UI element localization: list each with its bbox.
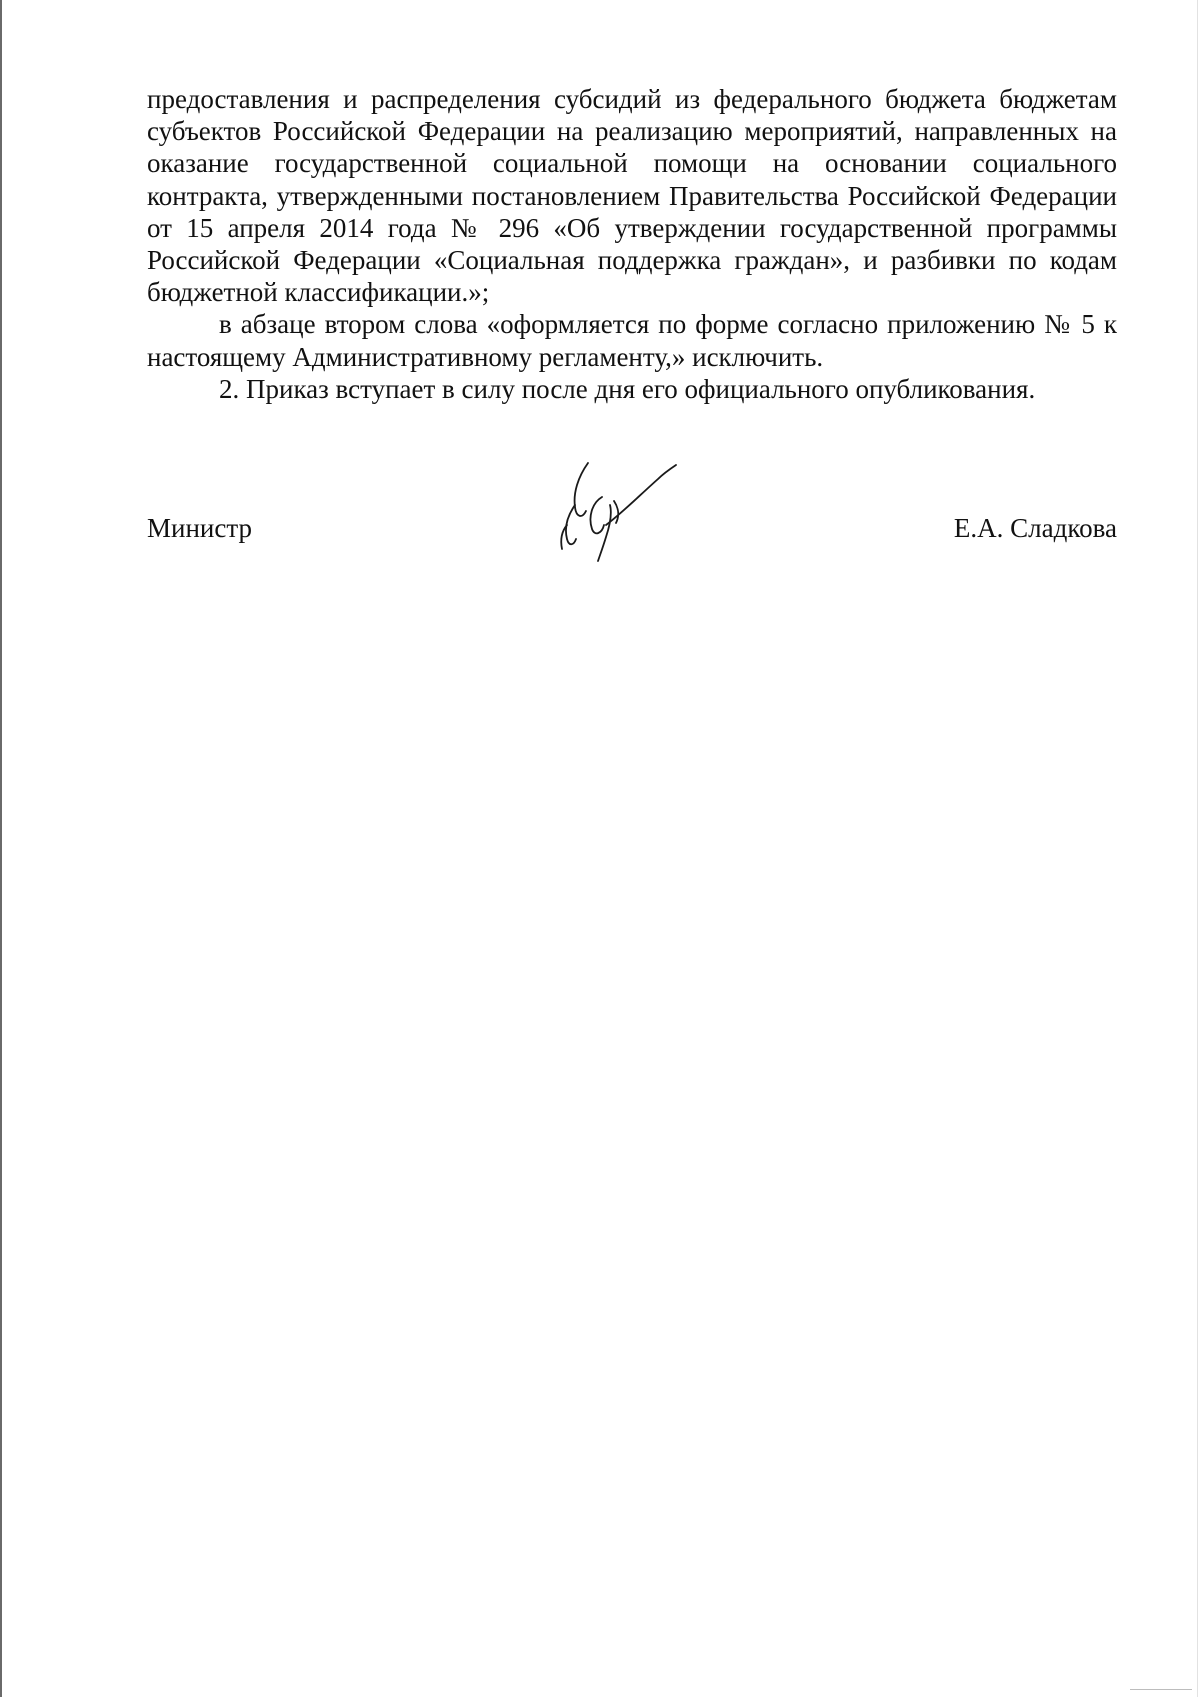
scan-edge-left <box>0 0 2 1697</box>
paragraph-continuation: предоставления и распределения субсидий из федерального бюджета бюджетам субъектов Российской Федерации на реализацию мероприятий, направленных на оказание государственной социальной помощи на основании социального контракта, утвержденными постановлением Правительства Российской Федерации от 15 апреля 2014 года № 296 «Об утверждении государственной программы Российской Федерации «Социальная поддержка граждан», и разбивки по кодам бюджетной классификации.»; <box>147 84 1117 308</box>
scan-edge-right <box>1197 0 1198 1697</box>
signatory-name: Е.А. Сладкова <box>953 513 1117 543</box>
handwritten-signature <box>540 455 690 565</box>
paragraph-amendment: в абзаце втором слова «оформляется по форме согласно приложению № 5 к настоящему Административному регламенту,» исключить. <box>147 309 1117 372</box>
signatory-position: Министр <box>147 513 252 543</box>
document-body <box>147 83 1117 405</box>
scan-mark <box>1130 1689 1192 1690</box>
paragraph-entry-into-force: 2. Приказ вступает в силу после дня его официального опубликования. <box>219 373 1036 404</box>
